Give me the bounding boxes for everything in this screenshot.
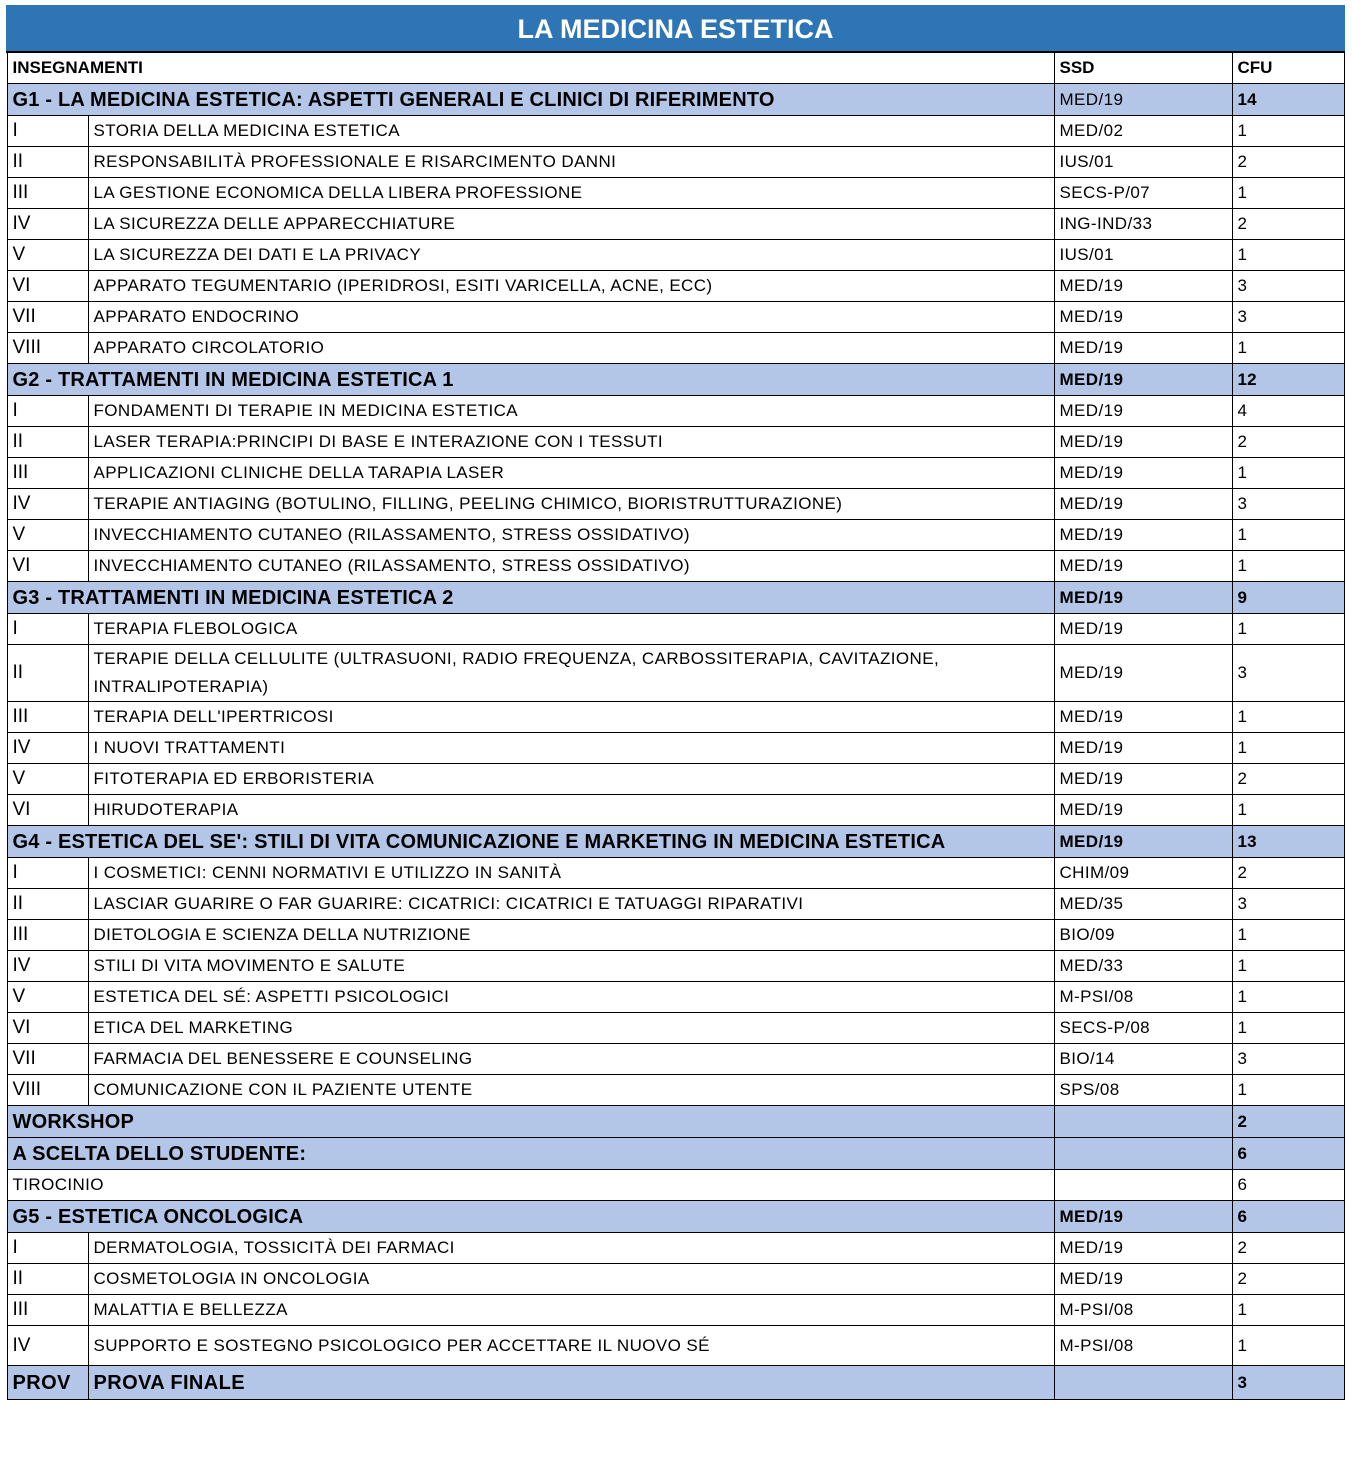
course-row (7, 1295, 1344, 1326)
course-name: TERAPIA FLEBOLOGICA (88, 614, 1054, 645)
sheet-title: LA MEDICINA ESTETICA (7, 6, 1344, 52)
course-name: LASER TERAPIA:PRINCIPI DI BASE E INTERAZIONE CON I TESSUTI (88, 427, 1054, 458)
course-ssd: MED/19 (1054, 271, 1232, 302)
course-ssd: MED/19 (1054, 702, 1232, 733)
workshop-row-cfu: 2 (1232, 1106, 1344, 1138)
course-cfu: 2 (1232, 1264, 1344, 1295)
course-cfu: 3 (1232, 1044, 1344, 1075)
course-row (7, 396, 1344, 427)
course-name: FARMACIA DEL BENESSERE E COUNSELING (88, 1044, 1054, 1075)
course-number: IV (7, 489, 88, 520)
group-title: G4 - ESTETICA DEL SE': STILI DI VITA COMUNICAZIONE E MARKETING IN MEDICINA ESTETICA (7, 826, 1054, 858)
course-number: IV (7, 951, 88, 982)
course-name: INVECCHIAMENTO CUTANEO (RILASSAMENTO, STRESS OSSIDATIVO) (88, 551, 1054, 582)
scelta-row (7, 1138, 1344, 1170)
group-row-g3 (7, 582, 1344, 614)
course-row (7, 333, 1344, 364)
course-number: VI (7, 1013, 88, 1044)
course-ssd: MED/33 (1054, 951, 1232, 982)
course-cfu: 1 (1232, 951, 1344, 982)
scelta-row-title: A SCELTA DELLO STUDENTE: (7, 1138, 1054, 1170)
course-row (7, 982, 1344, 1013)
course-cfu: 2 (1232, 427, 1344, 458)
course-cfu: 1 (1232, 1075, 1344, 1106)
course-name: ESTETICA DEL SÉ: ASPETTI PSICOLOGICI (88, 982, 1054, 1013)
group-row-g4 (7, 826, 1344, 858)
course-cfu: 1 (1232, 1295, 1344, 1326)
course-number: III (7, 920, 88, 951)
course-ssd: MED/19 (1054, 1233, 1232, 1264)
prova-finale-row (7, 1366, 1344, 1400)
course-cfu: 3 (1232, 889, 1344, 920)
course-cfu: 1 (1232, 1326, 1344, 1366)
course-number: III (7, 458, 88, 489)
course-ssd: M-PSI/08 (1054, 1295, 1232, 1326)
course-cfu: 2 (1232, 147, 1344, 178)
course-row (7, 302, 1344, 333)
course-number: II (7, 147, 88, 178)
course-cfu: 1 (1232, 614, 1344, 645)
course-row (7, 1326, 1344, 1366)
header-row (7, 52, 1344, 84)
course-row (7, 951, 1344, 982)
course-cfu: 1 (1232, 116, 1344, 147)
course-number: II (7, 645, 88, 702)
header-insegnamenti: INSEGNAMENTI (7, 52, 1054, 84)
course-cfu: 1 (1232, 178, 1344, 209)
course-ssd: MED/19 (1054, 302, 1232, 333)
course-name: TERAPIE ANTIAGING (BOTULINO, FILLING, PEELING CHIMICO, BIORISTRUTTURAZIONE) (88, 489, 1054, 520)
course-cfu: 2 (1232, 764, 1344, 795)
group-cfu: 9 (1232, 582, 1344, 614)
course-row (7, 889, 1344, 920)
course-name: STILI DI VITA MOVIMENTO E SALUTE (88, 951, 1054, 982)
course-row (7, 1013, 1344, 1044)
course-cfu: 1 (1232, 982, 1344, 1013)
course-row (7, 920, 1344, 951)
course-name: LA GESTIONE ECONOMICA DELLA LIBERA PROFESSIONE (88, 178, 1054, 209)
course-ssd: BIO/09 (1054, 920, 1232, 951)
course-number: VIII (7, 333, 88, 364)
course-row (7, 489, 1344, 520)
course-row (7, 858, 1344, 889)
course-cfu: 3 (1232, 271, 1344, 302)
tirocinio-name: TIROCINIO (7, 1170, 1054, 1201)
group-cfu: 13 (1232, 826, 1344, 858)
course-ssd: MED/19 (1054, 795, 1232, 826)
course-cfu: 1 (1232, 333, 1344, 364)
course-name: RESPONSABILITÀ PROFESSIONALE E RISARCIMENTO DANNI (88, 147, 1054, 178)
course-name: LA SICUREZZA DELLE APPARECCHIATURE (88, 209, 1054, 240)
group-row-g1 (7, 84, 1344, 116)
course-ssd: MED/19 (1054, 733, 1232, 764)
course-ssd: MED/19 (1054, 458, 1232, 489)
course-number: V (7, 764, 88, 795)
tirocinio-row (7, 1170, 1344, 1201)
course-row (7, 209, 1344, 240)
group-ssd: MED/19 (1054, 84, 1232, 116)
course-cfu: 1 (1232, 702, 1344, 733)
course-number: I (7, 116, 88, 147)
workshop-row-ssd (1054, 1106, 1232, 1138)
course-ssd: MED/35 (1054, 889, 1232, 920)
course-ssd: IUS/01 (1054, 147, 1232, 178)
course-ssd: CHIM/09 (1054, 858, 1232, 889)
course-ssd: MED/19 (1054, 551, 1232, 582)
group-cfu: 12 (1232, 364, 1344, 396)
group-ssd: MED/19 (1054, 826, 1232, 858)
course-name: DIETOLOGIA E SCIENZA DELLA NUTRIZIONE (88, 920, 1054, 951)
course-ssd: BIO/14 (1054, 1044, 1232, 1075)
group-title: G2 - TRATTAMENTI IN MEDICINA ESTETICA 1 (7, 364, 1054, 396)
header-cfu: CFU (1232, 52, 1344, 84)
curriculum-table (6, 5, 1345, 1400)
course-cfu: 2 (1232, 1233, 1344, 1264)
course-row (7, 1233, 1344, 1264)
course-ssd: MED/19 (1054, 1264, 1232, 1295)
course-number: IV (7, 1326, 88, 1366)
header-ssd: SSD (1054, 52, 1232, 84)
course-name: TERAPIE DELLA CELLULITE (ULTRASUONI, RADIO FREQUENZA, CARBOSSITERAPIA, CAVITAZIONE, INTRALIPOTERAPIA) (88, 645, 1054, 702)
course-row (7, 240, 1344, 271)
course-name: APPARATO CIRCOLATORIO (88, 333, 1054, 364)
course-ssd: ING-IND/33 (1054, 209, 1232, 240)
course-row (7, 1075, 1344, 1106)
course-name: HIRUDOTERAPIA (88, 795, 1054, 826)
group-row-g2 (7, 364, 1344, 396)
course-ssd: MED/19 (1054, 614, 1232, 645)
prova-ssd (1054, 1366, 1232, 1400)
course-cfu: 3 (1232, 302, 1344, 333)
course-cfu: 1 (1232, 551, 1344, 582)
group-ssd: MED/19 (1054, 364, 1232, 396)
course-cfu: 1 (1232, 240, 1344, 271)
course-number: VI (7, 795, 88, 826)
course-name: LASCIAR GUARIRE O FAR GUARIRE: CICATRICI: CICATRICI E TATUAGGI RIPARATIVI (88, 889, 1054, 920)
course-number: III (7, 178, 88, 209)
course-name: DERMATOLOGIA, TOSSICITÀ DEI FARMACI (88, 1233, 1054, 1264)
course-number: VI (7, 551, 88, 582)
course-ssd: MED/19 (1054, 427, 1232, 458)
course-number: V (7, 240, 88, 271)
course-name: FITOTERAPIA ED ERBORISTERIA (88, 764, 1054, 795)
tirocinio-cfu: 6 (1232, 1170, 1344, 1201)
course-number: I (7, 1233, 88, 1264)
course-cfu: 1 (1232, 795, 1344, 826)
course-name: TERAPIA DELL'IPERTRICOSI (88, 702, 1054, 733)
course-number: III (7, 702, 88, 733)
course-name: SUPPORTO E SOSTEGNO PSICOLOGICO PER ACCETTARE IL NUOVO SÉ (88, 1326, 1054, 1366)
title-row (7, 6, 1344, 52)
course-ssd: MED/19 (1054, 396, 1232, 427)
course-cfu: 2 (1232, 209, 1344, 240)
course-name: APPARATO ENDOCRINO (88, 302, 1054, 333)
course-ssd: SECS-P/08 (1054, 1013, 1232, 1044)
group-row-g5 (7, 1201, 1344, 1233)
course-row (7, 733, 1344, 764)
course-number: II (7, 427, 88, 458)
workshop-row (7, 1106, 1344, 1138)
course-name: I COSMETICI: CENNI NORMATIVI E UTILIZZO IN SANITÀ (88, 858, 1054, 889)
course-row (7, 795, 1344, 826)
course-row (7, 1044, 1344, 1075)
group-ssd: MED/19 (1054, 1201, 1232, 1233)
course-number: I (7, 858, 88, 889)
course-row (7, 551, 1344, 582)
course-number: IV (7, 209, 88, 240)
course-number: I (7, 396, 88, 427)
course-number: VII (7, 302, 88, 333)
scelta-row-ssd (1054, 1138, 1232, 1170)
course-name: COMUNICAZIONE CON IL PAZIENTE UTENTE (88, 1075, 1054, 1106)
course-row (7, 764, 1344, 795)
course-ssd: SPS/08 (1054, 1075, 1232, 1106)
group-title: G1 - LA MEDICINA ESTETICA: ASPETTI GENERALI E CLINICI DI RIFERIMENTO (7, 84, 1054, 116)
course-row (7, 458, 1344, 489)
course-name: INVECCHIAMENTO CUTANEO (RILASSAMENTO, STRESS OSSIDATIVO) (88, 520, 1054, 551)
course-number: IV (7, 733, 88, 764)
course-number: VIII (7, 1075, 88, 1106)
course-ssd: MED/19 (1054, 333, 1232, 364)
course-cfu: 1 (1232, 458, 1344, 489)
course-number: V (7, 520, 88, 551)
course-ssd: MED/19 (1054, 489, 1232, 520)
course-cfu: 1 (1232, 920, 1344, 951)
course-ssd: MED/02 (1054, 116, 1232, 147)
course-cfu: 1 (1232, 1013, 1344, 1044)
course-cfu: 4 (1232, 396, 1344, 427)
group-cfu: 14 (1232, 84, 1344, 116)
course-row (7, 427, 1344, 458)
course-name: MALATTIA E BELLEZZA (88, 1295, 1054, 1326)
course-cfu: 1 (1232, 520, 1344, 551)
course-ssd: SECS-P/07 (1054, 178, 1232, 209)
course-row (7, 614, 1344, 645)
course-row (7, 147, 1344, 178)
course-ssd: M-PSI/08 (1054, 982, 1232, 1013)
course-number: VII (7, 1044, 88, 1075)
group-ssd: MED/19 (1054, 582, 1232, 614)
course-row (7, 116, 1344, 147)
course-ssd: MED/19 (1054, 520, 1232, 551)
course-name: APPARATO TEGUMENTARIO (IPERIDROSI, ESITI VARICELLA, ACNE, ECC) (88, 271, 1054, 302)
prova-name: PROVA FINALE (88, 1366, 1054, 1400)
course-row (7, 702, 1344, 733)
course-row (7, 271, 1344, 302)
curriculum-sheet (6, 5, 1343, 1400)
tirocinio-ssd (1054, 1170, 1232, 1201)
course-cfu: 1 (1232, 733, 1344, 764)
course-cfu: 2 (1232, 858, 1344, 889)
course-ssd: M-PSI/08 (1054, 1326, 1232, 1366)
course-name: LA SICUREZZA DEI DATI E LA PRIVACY (88, 240, 1054, 271)
course-name: I NUOVI TRATTAMENTI (88, 733, 1054, 764)
group-title: G5 - ESTETICA ONCOLOGICA (7, 1201, 1054, 1233)
scelta-row-cfu: 6 (1232, 1138, 1344, 1170)
course-row (7, 178, 1344, 209)
course-number: I (7, 614, 88, 645)
course-number: II (7, 889, 88, 920)
prova-cfu: 3 (1232, 1366, 1344, 1400)
course-cfu: 3 (1232, 489, 1344, 520)
course-ssd: MED/19 (1054, 764, 1232, 795)
course-name: COSMETOLOGIA IN ONCOLOGIA (88, 1264, 1054, 1295)
course-name: STORIA DELLA MEDICINA ESTETICA (88, 116, 1054, 147)
prova-code: PROV (7, 1366, 88, 1400)
course-name: FONDAMENTI DI TERAPIE IN MEDICINA ESTETICA (88, 396, 1054, 427)
course-cfu: 3 (1232, 645, 1344, 702)
course-name: APPLICAZIONI CLINICHE DELLA TARAPIA LASER (88, 458, 1054, 489)
course-number: VI (7, 271, 88, 302)
course-ssd: MED/19 (1054, 645, 1232, 702)
course-name: ETICA DEL MARKETING (88, 1013, 1054, 1044)
course-number: III (7, 1295, 88, 1326)
course-ssd: IUS/01 (1054, 240, 1232, 271)
workshop-row-title: WORKSHOP (7, 1106, 1054, 1138)
group-title: G3 - TRATTAMENTI IN MEDICINA ESTETICA 2 (7, 582, 1054, 614)
course-number: V (7, 982, 88, 1013)
course-row (7, 1264, 1344, 1295)
group-cfu: 6 (1232, 1201, 1344, 1233)
course-row (7, 520, 1344, 551)
course-number: II (7, 1264, 88, 1295)
course-row (7, 645, 1344, 702)
